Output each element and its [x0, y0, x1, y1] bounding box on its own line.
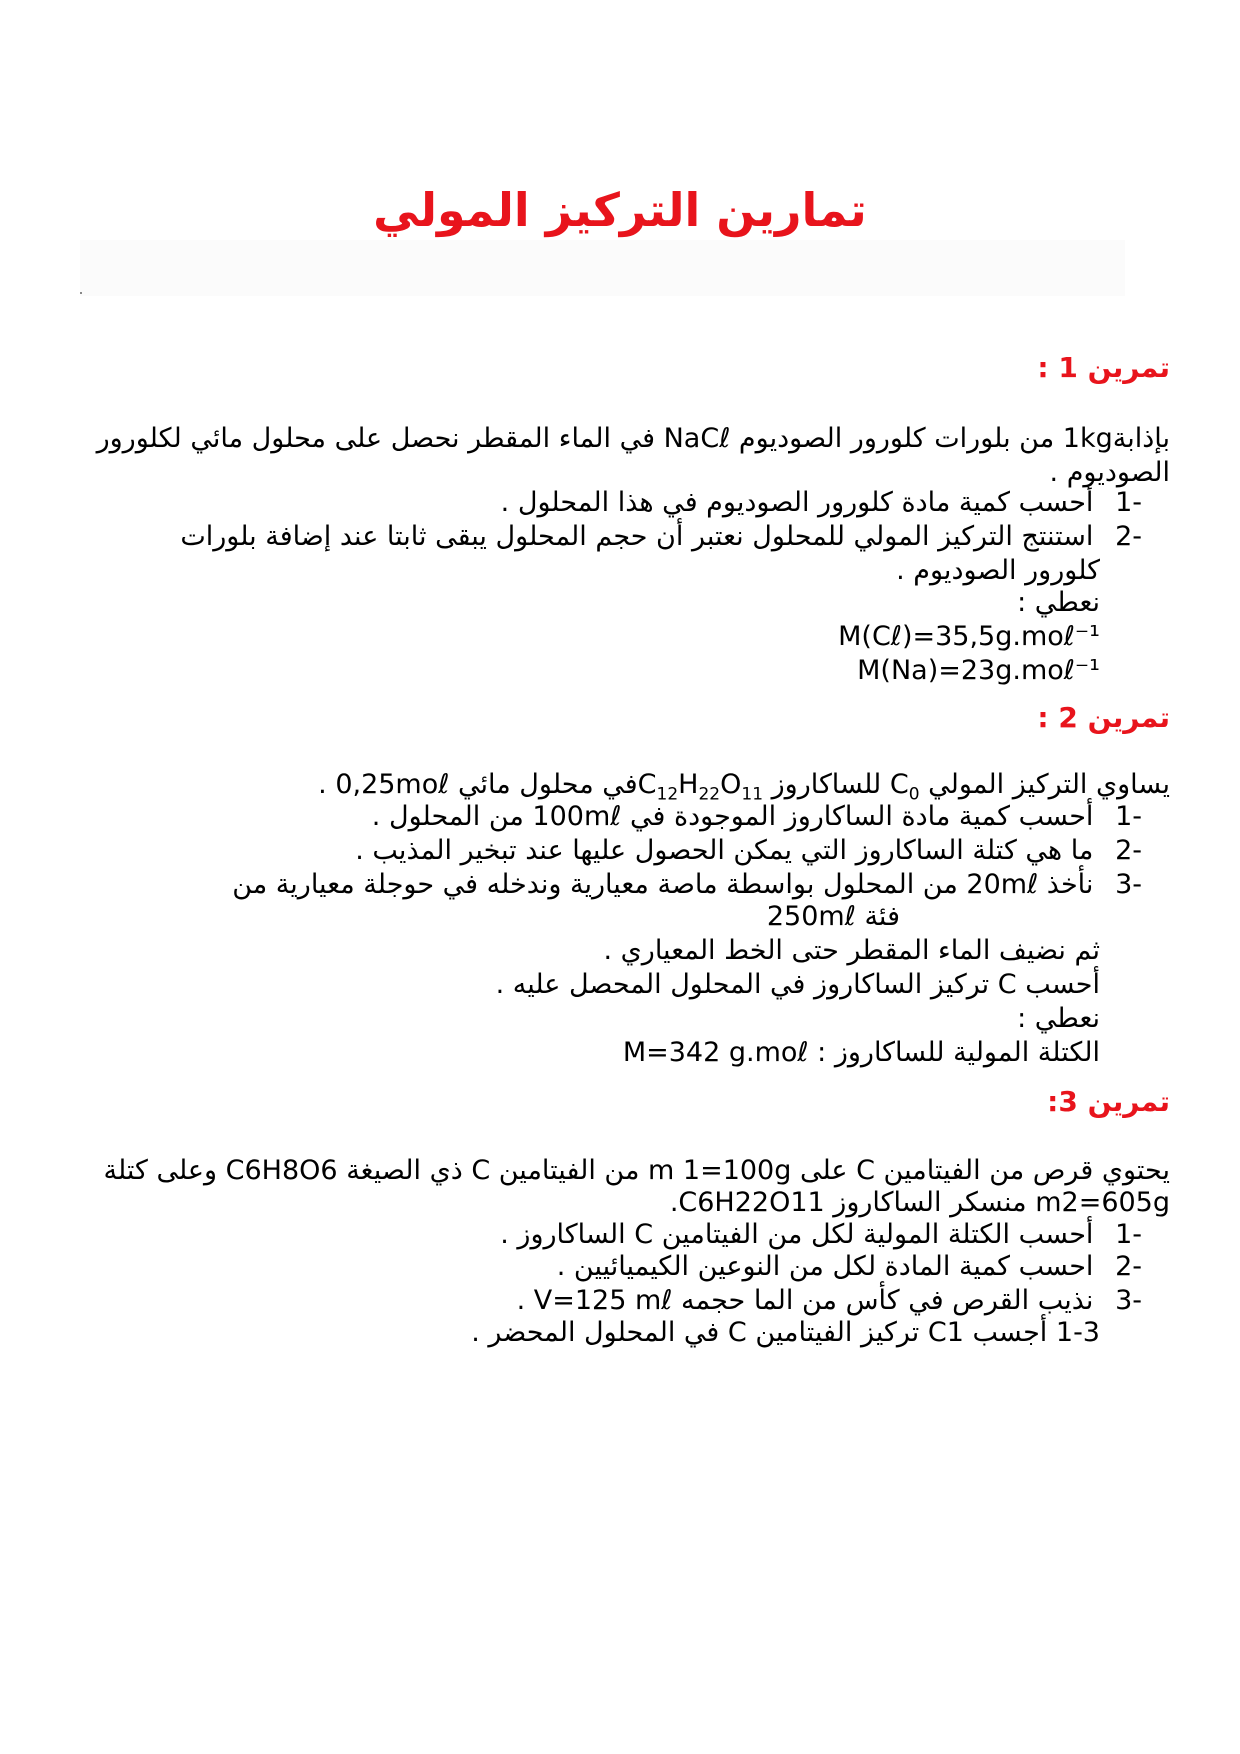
intro-text: يساوي التركيز المولي C [889, 769, 1170, 800]
exercise-2-question-3 [102, 868, 1142, 902]
question-text: أحسب كمية مادة كلورور الصوديوم في هذا المحلول . [500, 487, 1094, 518]
intro-text: O [720, 769, 742, 800]
exercise-1-question-1 [102, 486, 1142, 520]
exercise-2-question-3-line3: ثم نضيف الماء المقطر حتى الخط المعياري . [603, 935, 1100, 966]
exercise-2-question-3-line2: فئة 250mℓ [766, 901, 900, 932]
exercise-2-question-1 [102, 800, 1142, 834]
question-number: -1 [1115, 487, 1142, 518]
question-number: -3 [1115, 1285, 1142, 1316]
intro-text: H [678, 769, 699, 800]
exercise-1-question-2 [102, 520, 1142, 554]
intro-text: للساكاروز C [637, 769, 890, 800]
subscript: 11 [741, 784, 764, 805]
exercise-2-given-1: الكتلة المولية للساكاروز : M=342 g.moℓ [622, 1037, 1100, 1068]
question-text: نأخذ 20mℓ من المحلول بواسطة ماصة معيارية وندخله في حوجلة معيارية من [232, 869, 1094, 900]
exercise-1-intro-line2: الصوديوم . [1049, 457, 1170, 488]
question-text: نذيب القرص في كأس من الما حجمه V=125 mℓ . [516, 1285, 1094, 1316]
question-number: -1 [1115, 801, 1142, 832]
exercise-3-intro-line1: يحتوي قرص من الفيتامين C على m 1=100g من الفيتامين C ذي الصيغة C6H8O6 وعلى كتلة [103, 1155, 1170, 1186]
exercise-3-question-1 [102, 1218, 1142, 1252]
question-number: -2 [1115, 1251, 1142, 1282]
subscript: 0 [908, 784, 920, 805]
exercise-2-question-3-line4: أحسب C تركيز الساكاروز في المحلول المحصل عليه . [495, 969, 1100, 1000]
given-value: M(Cℓ)=35,5g.moℓ⁻¹ [838, 621, 1100, 652]
exercise-1-intro-line1: بإذابة1kg من بلورات كلورور الصوديوم NaCℓ في الماء المقطر نحصل على محلول مائي لكلورور [96, 423, 1170, 454]
exercise-3-question-3 [102, 1284, 1142, 1318]
title-band [80, 240, 1125, 296]
exercise-1-given-1 [100, 620, 1100, 654]
exercise-3-heading: تمرين 3: [1047, 1085, 1170, 1118]
stray-dot [80, 292, 82, 294]
question-text: أحسب الكتلة المولية لكل من الفيتامين C الساكاروز . [500, 1219, 1094, 1250]
question-text: استنتج التركيز المولي للمحلول نعتبر أن حجم المحلول يبقى ثابتا عند إضافة بلورات [180, 521, 1094, 552]
question-number: -3 [1115, 869, 1142, 900]
intro-text: في محلول مائي 0,25moℓ . [318, 769, 638, 800]
exercise-1-heading: تمرين 1 : [1037, 351, 1170, 384]
question-text: احسب كمية المادة لكل من النوعين الكيميائيين . [556, 1251, 1094, 1282]
exercise-3-question-2 [102, 1250, 1142, 1284]
question-text: ما هي كتلة الساكاروز التي يمكن الحصول عليها عند تبخير المذيب . [355, 835, 1094, 866]
page-title: تمارين التركيز المولي [373, 183, 867, 237]
question-number: -2 [1115, 521, 1142, 552]
given-value: M(Na)=23g.moℓ⁻¹ [857, 655, 1100, 686]
question-number: -1 [1115, 1219, 1142, 1250]
exercise-1-given-label: نعطي : [1017, 587, 1100, 618]
exercise-3-question-3-1: 1-3 أجسب C1 تركيز الفيتامين C في المحلول المحضر . [471, 1317, 1100, 1348]
exercise-2-given-label: نعطي : [1017, 1003, 1100, 1034]
question-text: أحسب كمية مادة الساكاروز الموجودة في 100mℓ من المحلول . [371, 801, 1094, 832]
exercise-1-given-2 [100, 654, 1100, 688]
exercise-2-heading: تمرين 2 : [1037, 701, 1170, 734]
exercise-3-intro-line2: m2=605g منسكر الساكاروز C6H22O11. [669, 1187, 1170, 1218]
exercise-2-question-2 [102, 834, 1142, 868]
subscript: 22 [698, 784, 721, 805]
exercise-1-question-2-cont: كلورور الصوديوم . [896, 555, 1100, 586]
question-number: -2 [1115, 835, 1142, 866]
subscript: 12 [656, 784, 679, 805]
